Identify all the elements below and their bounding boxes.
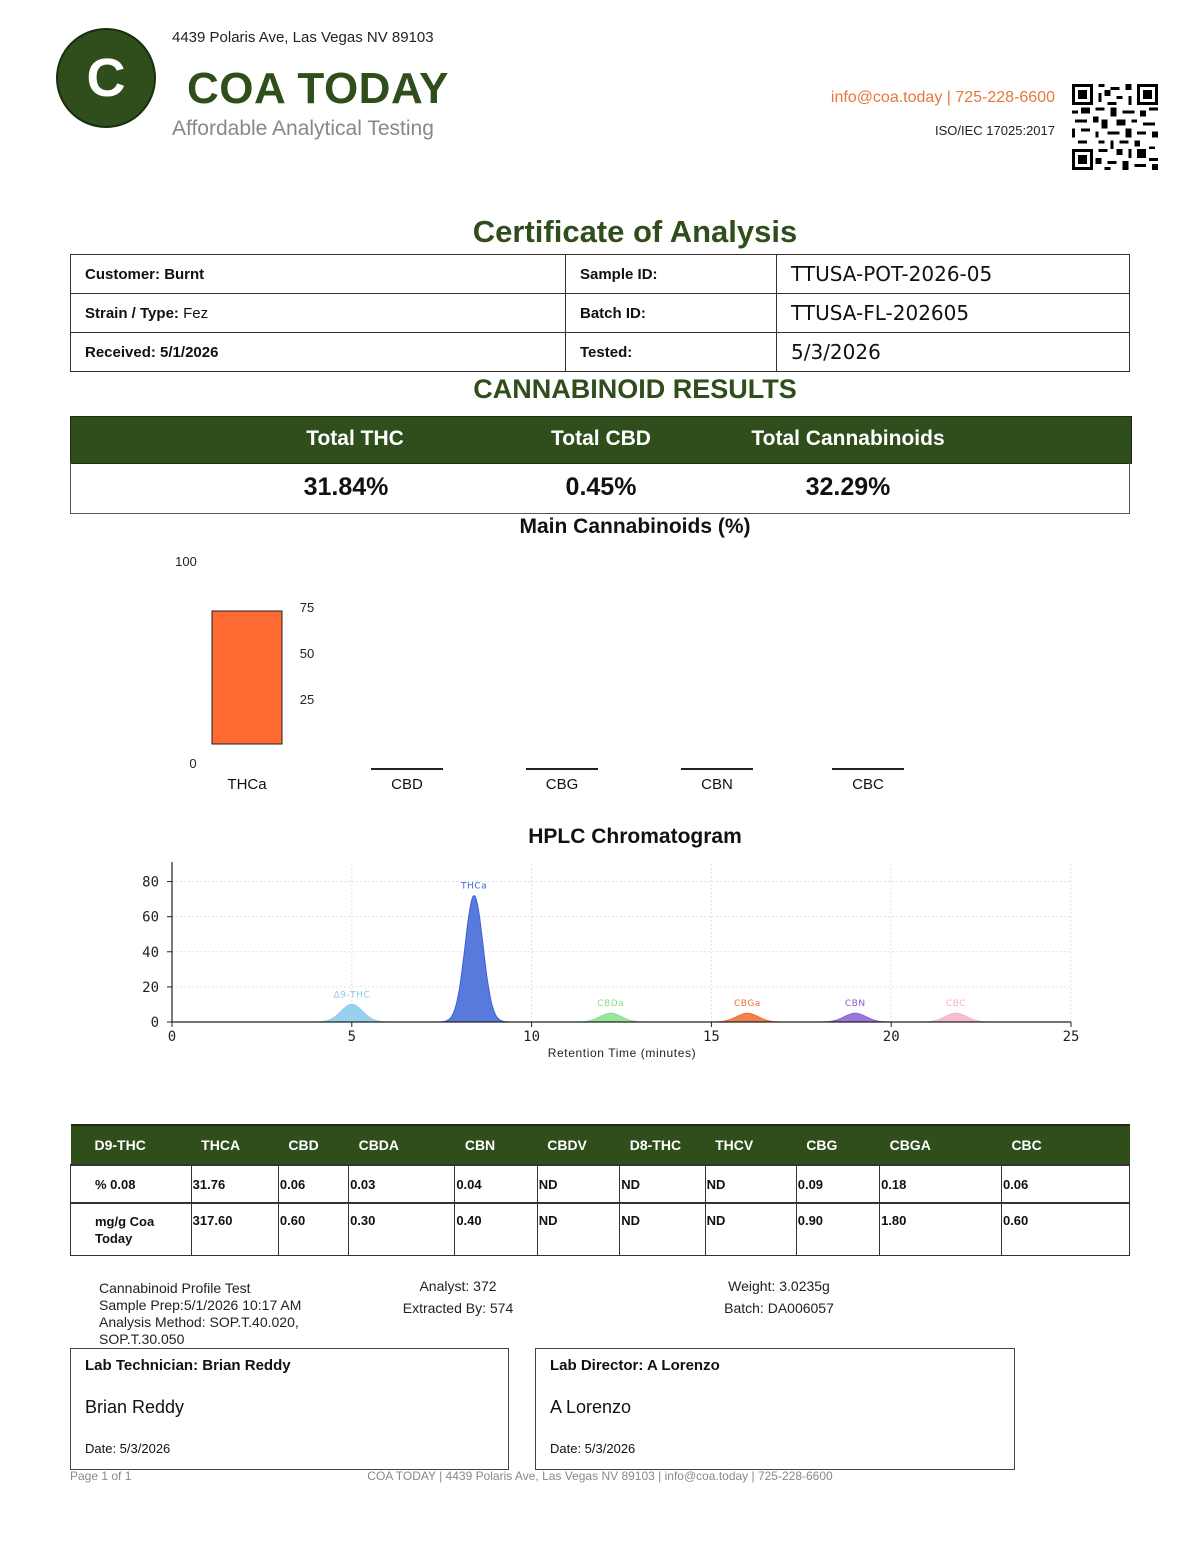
hplc-xtick-label: 10: [523, 1029, 541, 1045]
totals-values: [70, 462, 1130, 514]
results-cell: ND: [620, 1203, 705, 1256]
tested-label: Tested:: [566, 333, 777, 372]
hplc-xtick-label: 5: [347, 1029, 357, 1045]
hplc-chromatogram: [0, 855, 1200, 1070]
results-header-thcv: THCV: [705, 1125, 796, 1165]
brand-name: COA TODAY: [187, 64, 450, 113]
hplc-xtick-label: 0: [167, 1029, 177, 1045]
results-cell: 0.18: [880, 1165, 1002, 1203]
analysis-method: Analysis Method: SOP.T.40.020,: [99, 1314, 299, 1330]
results-cell: 0.03: [349, 1165, 455, 1203]
lab-address: 4439 Polaris Ave, Las Vegas NV 89103: [172, 29, 434, 46]
iso-accreditation: ISO/IEC 17025:2017: [935, 123, 1055, 138]
hplc-peak-9thc: [309, 1004, 395, 1022]
analyst: Analyst: 372: [419, 1278, 497, 1294]
director-signature: A Lorenzo: [550, 1397, 632, 1417]
results-header-cbga: CBGA: [880, 1125, 1002, 1165]
customer-label: Customer:: [85, 265, 161, 283]
results-header-cbd: CBD: [278, 1125, 348, 1165]
total-cbd-label: Total CBD: [551, 427, 651, 450]
bar-category-label: CBG: [545, 776, 579, 793]
hplc-peak-cbc: [913, 1013, 999, 1022]
received-value: 5/1/2026: [160, 343, 219, 361]
hplc-ytick-label: 40: [142, 944, 159, 961]
hplc-peak-label: Δ9-THC: [333, 990, 371, 1001]
weight: Weight: 3.0235g: [728, 1278, 830, 1294]
results-header-d8thc: D8-THC: [620, 1125, 705, 1165]
results-cell: ND: [705, 1203, 796, 1256]
sample-info-table: [70, 254, 1130, 372]
brand-tagline: Affordable Analytical Testing: [172, 117, 434, 140]
results-cell: ND: [705, 1165, 796, 1203]
bar-ytick-label: 75: [299, 600, 315, 615]
results-header-d9thc: D9-THC: [71, 1125, 192, 1165]
sample-prep: Sample Prep:5/1/2026 10:17 AM: [99, 1297, 302, 1313]
table-row: [71, 1165, 1130, 1203]
bar-ytick-label: 0: [189, 756, 197, 771]
analysis-method-cont: SOP.T.30.050: [99, 1331, 185, 1347]
qr-code-icon: [1072, 84, 1158, 170]
hplc-peak-label: THCa: [461, 881, 488, 892]
hplc-peak-cbga: [704, 1013, 790, 1022]
total-thc-label: Total THC: [306, 427, 404, 450]
footer-contact: COA TODAY | 4439 Polaris Ave, Las Vegas NV 89103 | info@coa.today | 725-228-6600: [367, 1469, 833, 1483]
total-cannabinoids-value: 32.29%: [805, 473, 891, 501]
hplc-ytick-label: 80: [142, 874, 159, 891]
lab-technician-box: [70, 1348, 509, 1470]
hplc-peak-label: CBGa: [733, 999, 761, 1010]
contact-info[interactable]: info@coa.today | 725-228-6600: [830, 89, 1055, 106]
results-cell: ND: [537, 1165, 620, 1203]
main-cannabinoids-chart: [0, 540, 1200, 810]
sample-id-value: TTUSA-POT-2026-05: [777, 255, 1130, 294]
hplc-ytick-label: 60: [142, 909, 159, 926]
results-cell: % 0.08: [71, 1165, 192, 1203]
results-cell: 0.40: [455, 1203, 537, 1256]
test-details: [99, 1280, 301, 1348]
hplc-chart-title: HPLC Chromatogram: [528, 825, 742, 848]
bar-category-label: CBN: [701, 776, 733, 793]
results-cell: 0.06: [278, 1165, 348, 1203]
tested-value: 5/3/2026: [777, 333, 1130, 372]
results-header-thca: THCA: [191, 1125, 278, 1165]
bar-thca: [212, 611, 282, 744]
strain-value: Fez: [183, 304, 209, 322]
results-cell: 1.80: [880, 1203, 1002, 1256]
bar-category-label: CBD: [391, 776, 423, 793]
bar-category-label: THCa: [227, 776, 267, 793]
hplc-peak-cbda: [568, 1013, 654, 1022]
results-cell: 0.90: [796, 1203, 879, 1256]
results-cell: mg/g Coa Today: [71, 1203, 192, 1256]
batch-id-value: TTUSA-FL-202605: [777, 294, 1130, 333]
total-cannabinoids-label: Total Cannabinoids: [751, 427, 945, 450]
cannabinoid-results-title: CANNABINOID RESULTS: [473, 374, 797, 404]
batch-id-label: Batch ID:: [566, 294, 777, 333]
document-title: Certificate of Analysis: [472, 214, 798, 249]
page-number: Page 1 of 1: [70, 1469, 132, 1483]
hplc-xlabel: Retention Time (minutes): [547, 1046, 697, 1060]
customer-value: Burnt: [164, 265, 205, 283]
technician-signature: Brian Reddy: [85, 1397, 185, 1417]
hplc-xtick-label: 25: [1062, 1029, 1080, 1045]
hplc-peak-thca: [438, 896, 510, 1022]
analyst-details: [358, 1275, 558, 1319]
total-cbd-value: 0.45%: [565, 473, 637, 501]
results-cell: 0.04: [455, 1165, 537, 1203]
hplc-xtick-label: 15: [702, 1029, 720, 1045]
received-cell: [71, 333, 566, 372]
logo-circle: [56, 28, 156, 128]
batch-number: Batch: DA006057: [724, 1300, 834, 1316]
strain-label: Strain / Type:: [85, 304, 179, 322]
results-cell: 317.60: [191, 1203, 278, 1256]
director-heading: Lab Director: A Lorenzo: [550, 1357, 720, 1374]
results-header-cbn: CBN: [455, 1125, 537, 1165]
total-thc-value: 31.84%: [303, 473, 389, 501]
bar-chart-title: Main Cannabinoids (%): [519, 515, 751, 538]
director-date: Date: 5/3/2026: [550, 1441, 636, 1456]
results-cell: 0.60: [278, 1203, 348, 1256]
technician-date: Date: 5/3/2026: [85, 1441, 171, 1456]
logo-letter: C: [86, 48, 126, 108]
extracted-by: Extracted By: 574: [402, 1300, 514, 1316]
results-cell: ND: [620, 1165, 705, 1203]
technician-heading: Lab Technician: Brian Reddy: [85, 1357, 291, 1374]
hplc-peak-label: CBC: [945, 999, 966, 1010]
bar-ytick-label: 100: [175, 554, 197, 569]
bar-ytick-label: 50: [299, 646, 315, 661]
results-header-cbc: CBC: [1001, 1125, 1129, 1165]
totals-header: [70, 416, 1132, 464]
results-cell: 0.06: [1001, 1165, 1129, 1203]
sample-weight-details: [664, 1275, 894, 1319]
customer-cell: [71, 255, 566, 294]
table-row: [71, 1203, 1130, 1256]
results-cell: 0.09: [796, 1165, 879, 1203]
bar-ytick-label: 25: [299, 692, 315, 707]
strain-cell: [71, 294, 566, 333]
bar-category-label: CBC: [852, 776, 884, 793]
results-cell: 0.60: [1001, 1203, 1129, 1256]
cannabinoid-results-table: [70, 1124, 1130, 1256]
test-name: Cannabinoid Profile Test: [99, 1280, 251, 1296]
hplc-ytick-label: 0: [150, 1015, 159, 1031]
results-header-cbda: CBDA: [349, 1125, 455, 1165]
received-label: Received:: [85, 343, 156, 361]
hplc-peak-label: CBN: [844, 999, 866, 1010]
lab-director-box: [535, 1348, 1015, 1470]
hplc-peak-cbn: [812, 1013, 898, 1022]
hplc-peak-label: CBDa: [597, 999, 625, 1010]
results-cell: 31.76: [191, 1165, 278, 1203]
hplc-xtick-label: 20: [882, 1029, 900, 1045]
results-header-cbdv: CBDV: [537, 1125, 620, 1165]
hplc-ytick-label: 20: [142, 979, 159, 996]
results-header-cbg: CBG: [796, 1125, 879, 1165]
sample-id-label: Sample ID:: [566, 255, 777, 294]
results-cell: 0.30: [349, 1203, 455, 1256]
results-cell: ND: [537, 1203, 620, 1256]
